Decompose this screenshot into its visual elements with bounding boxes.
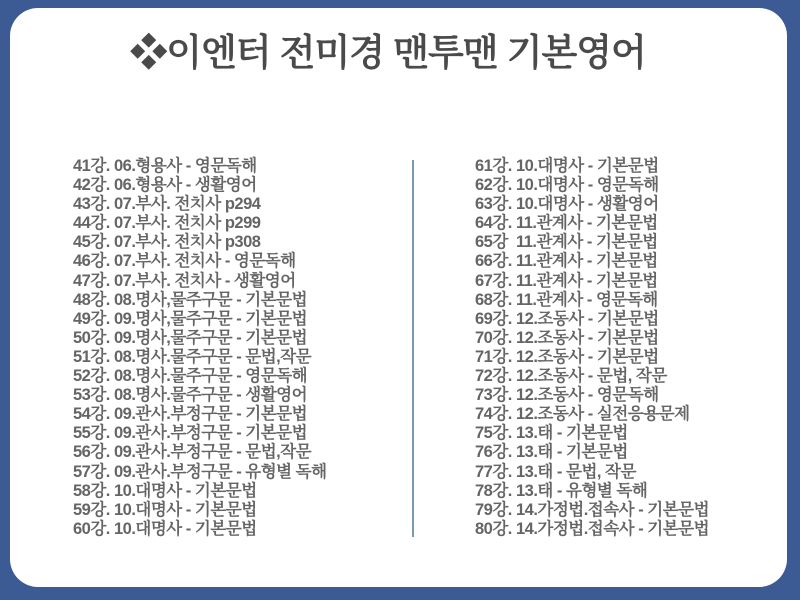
lecture-item: 42강. 06.형용사 - 생활영어 [73, 176, 257, 195]
lecture-item: 78강. 13.태 - 유형별 독해 [475, 481, 648, 500]
lecture-item: 72강. 12.조동사 - 문법, 작문 [475, 367, 667, 386]
lecture-item: 65강 11.관계사 - 기본문법 [475, 233, 658, 252]
lecture-item: 47강. 07.부사. 전치사 - 생활영어 [73, 271, 296, 290]
slide-title: ❖이엔터 전미경 맨투맨 기본영어 [130, 32, 646, 73]
lecture-item: 74강. 12.조동사 - 실전응용문제 [475, 405, 690, 424]
lecture-item: 77강. 13.태 - 문법, 작문 [475, 462, 636, 481]
lecture-item: 63강. 10.대명사 - 생활영어 [475, 195, 659, 214]
lecture-item: 64강. 11.관계사 - 기본문법 [475, 214, 658, 233]
lecture-item: 67강. 11.관계사 - 기본문법 [475, 271, 658, 290]
lecture-item: 45강. 07.부사. 전치사 p308 [73, 233, 261, 252]
lecture-item: 71강. 12.조동사 - 기본문법 [475, 347, 659, 366]
lecture-item: 49강. 09.명사,물주구문 - 기본문법 [73, 309, 308, 328]
lecture-item: 44강. 07.부사. 전치사 p299 [73, 214, 261, 233]
lecture-item: 57강. 09.관사.부정구문 - 유형별 독해 [73, 462, 327, 481]
column-divider [412, 160, 414, 537]
lecture-item: 76강. 13.태 - 기본문법 [475, 443, 628, 462]
lecture-item: 58강. 10.대명사 - 기본문법 [73, 481, 257, 500]
lecture-item: 43강. 07.부사. 전치사 p294 [73, 195, 261, 214]
lecture-item: 60강. 10.대명사 - 기본문법 [73, 519, 257, 538]
lecture-item: 66강. 11.관계사 - 기본문법 [475, 252, 658, 271]
lecture-item: 48강. 08.명사,물주구문 - 기본문법 [73, 290, 308, 309]
lecture-item: 68강. 11.관계사 - 영문독해 [475, 290, 658, 309]
lecture-item: 54강. 09.관사.부정구문 - 기본문법 [73, 405, 308, 424]
lecture-item: 50강. 09.명사,물주구문 - 기본문법 [73, 328, 308, 347]
lecture-item: 46강. 07.부사. 전치사 - 영문독해 [73, 252, 296, 271]
lecture-item: 80강. 14.가정법.접속사 - 기본문법 [475, 519, 710, 538]
slide-panel [10, 8, 787, 587]
lecture-item: 70강. 12.조동사 - 기본문법 [475, 328, 659, 347]
lecture-item: 41강. 06.형용사 - 영문독해 [73, 157, 257, 175]
lecture-item: 56강. 09.관사.부정구문 - 문법,작문 [73, 443, 312, 462]
lecture-item: 52강. 08.명사.물주구문 - 영문독해 [73, 367, 308, 386]
lecture-item: 73강. 12.조동사 - 영문독해 [475, 386, 659, 405]
lecture-item: 62강. 10.대명사 - 영문독해 [475, 176, 659, 195]
lecture-item: 79강. 14.가정법.접속사 - 기본문법 [475, 500, 710, 519]
lecture-item: 61강. 10.대명사 - 기본문법 [475, 157, 659, 175]
lecture-item: 53강. 08.명사.물주구문 - 생활영어 [73, 386, 308, 405]
lecture-item: 55강. 09.관사.부정구문 - 기본문법 [73, 424, 308, 443]
lecture-list-right [475, 157, 709, 539]
lecture-item: 51강. 08.명사.물주구문 - 문법,작문 [73, 347, 312, 366]
lecture-item: 75강. 13.태 - 기본문법 [475, 424, 628, 443]
lecture-list-left [73, 157, 327, 539]
lecture-item: 69강. 12.조동사 - 기본문법 [475, 309, 659, 328]
lecture-item: 59강. 10.대명사 - 기본문법 [73, 500, 257, 519]
